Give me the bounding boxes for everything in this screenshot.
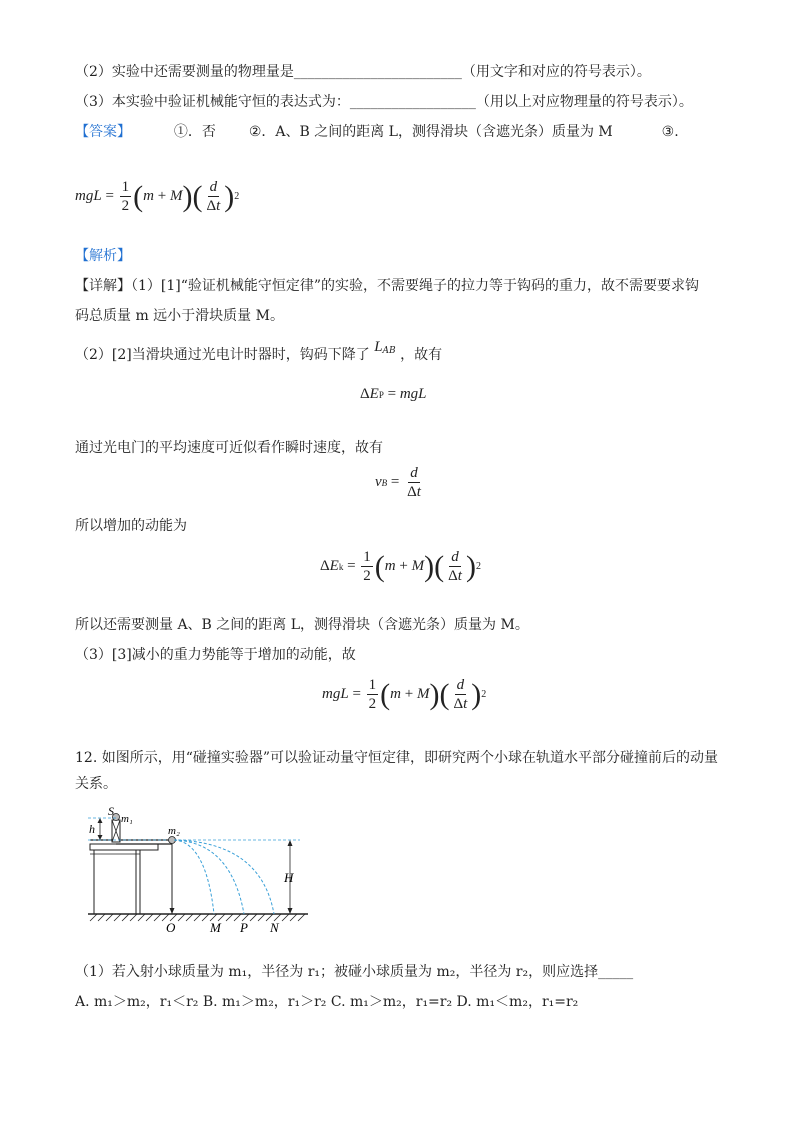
l-ab-subscript: AB	[382, 346, 396, 356]
kinetic-energy-formula: Δ E k = $\frac{1}{2}$ ( m + M ) ( $\frac{d}{\Delta t}$ ) 2	[320, 549, 481, 584]
analysis-tag: 【解析】	[75, 248, 131, 264]
label-m1: m₁	[121, 813, 133, 825]
label-H: H	[284, 870, 294, 885]
answer-part-2: ②．A、B 之间的距离 L，测得滑块（含遮光条）质量为 M	[248, 124, 613, 140]
conservation-formula: mgL = $\frac{1}{2}$ ( m + M ) ( $\frac{d}{\Delta t}$ ) 2	[322, 677, 487, 712]
label-N: N	[270, 920, 279, 935]
potential-energy-formula: Δ E P = mgL	[360, 386, 427, 402]
question-12-line-1: 12. 如图所示，用“碰撞实验器”可以验证动量守恒定律，即研究两个小球在轨道水平部分碰撞前后的动量	[75, 750, 719, 766]
detail-line-3b: ，故有	[400, 347, 443, 363]
question-12-line-2: 关系。	[75, 776, 117, 792]
question-12-options: A. m₁＞m₂，r₁＜r₂ B. m₁＞m₂，r₁＞r₂ C. m₁＞m₂，r₁=r₂ D. m₁＜m₂，r₁=r₂	[75, 994, 579, 1010]
answer-part-1: ①．否	[173, 124, 216, 140]
label-O: O	[166, 920, 176, 935]
label-m2: m₂	[168, 825, 180, 837]
question-12-sub-1: （1）若入射小球质量为 m₁，半径为 r₁；被碰小球质量为 m₂，半径为 r₂，则应选择_____	[75, 964, 634, 980]
label-h: h	[89, 822, 95, 836]
detail-line-4: 通过光电门的平均速度可近似看作瞬时速度，故有	[75, 440, 383, 456]
l-ab-symbol: L	[374, 339, 383, 355]
detail-line-3a: （2）[2]当滑块通过光电计时器时，钩码下降了	[75, 347, 370, 363]
question-3-line: （3）本实验中验证机械能守恒的表达式为：__________________（用以上对应物理量的符号表示）。	[75, 94, 693, 110]
detail-line-1: 【详解】（1）[1]“验证机械能守恒定律”的实验，不需要绳子的拉力等于钩码的重力，故不需要要求钩	[75, 278, 700, 294]
label-s: S	[108, 806, 114, 818]
answer-formula: mgL = $\frac{1}{2}$ ( m + M ) ( $\frac{d}{\Delta t}$ ) 2	[75, 179, 240, 214]
label-P: P	[240, 920, 248, 935]
detail-line-3	[75, 339, 443, 367]
collision-apparatus-figure	[86, 806, 316, 936]
detail-line-7: （3）[3]减小的重力势能等于增加的动能，故	[75, 647, 356, 663]
answer-line	[75, 122, 679, 142]
answer-tag: 【答案】	[75, 124, 131, 140]
question-2-line: （2）实验中还需要测量的物理量是________________________（用文字和对应的符号表示）。	[75, 64, 651, 80]
velocity-formula: v B = $\frac{d}{\Delta t}$	[375, 465, 421, 500]
answer-part-3: ③.	[661, 124, 679, 140]
detail-line-2: 码总质量 m 远小于滑块质量 M。	[75, 308, 284, 324]
label-M: M	[210, 920, 221, 935]
detail-line-5: 所以增加的动能为	[75, 518, 187, 534]
detail-line-6: 所以还需要测量 A、B 之间的距离 L，测得滑块（含遮光条）质量为 M。	[75, 617, 529, 633]
